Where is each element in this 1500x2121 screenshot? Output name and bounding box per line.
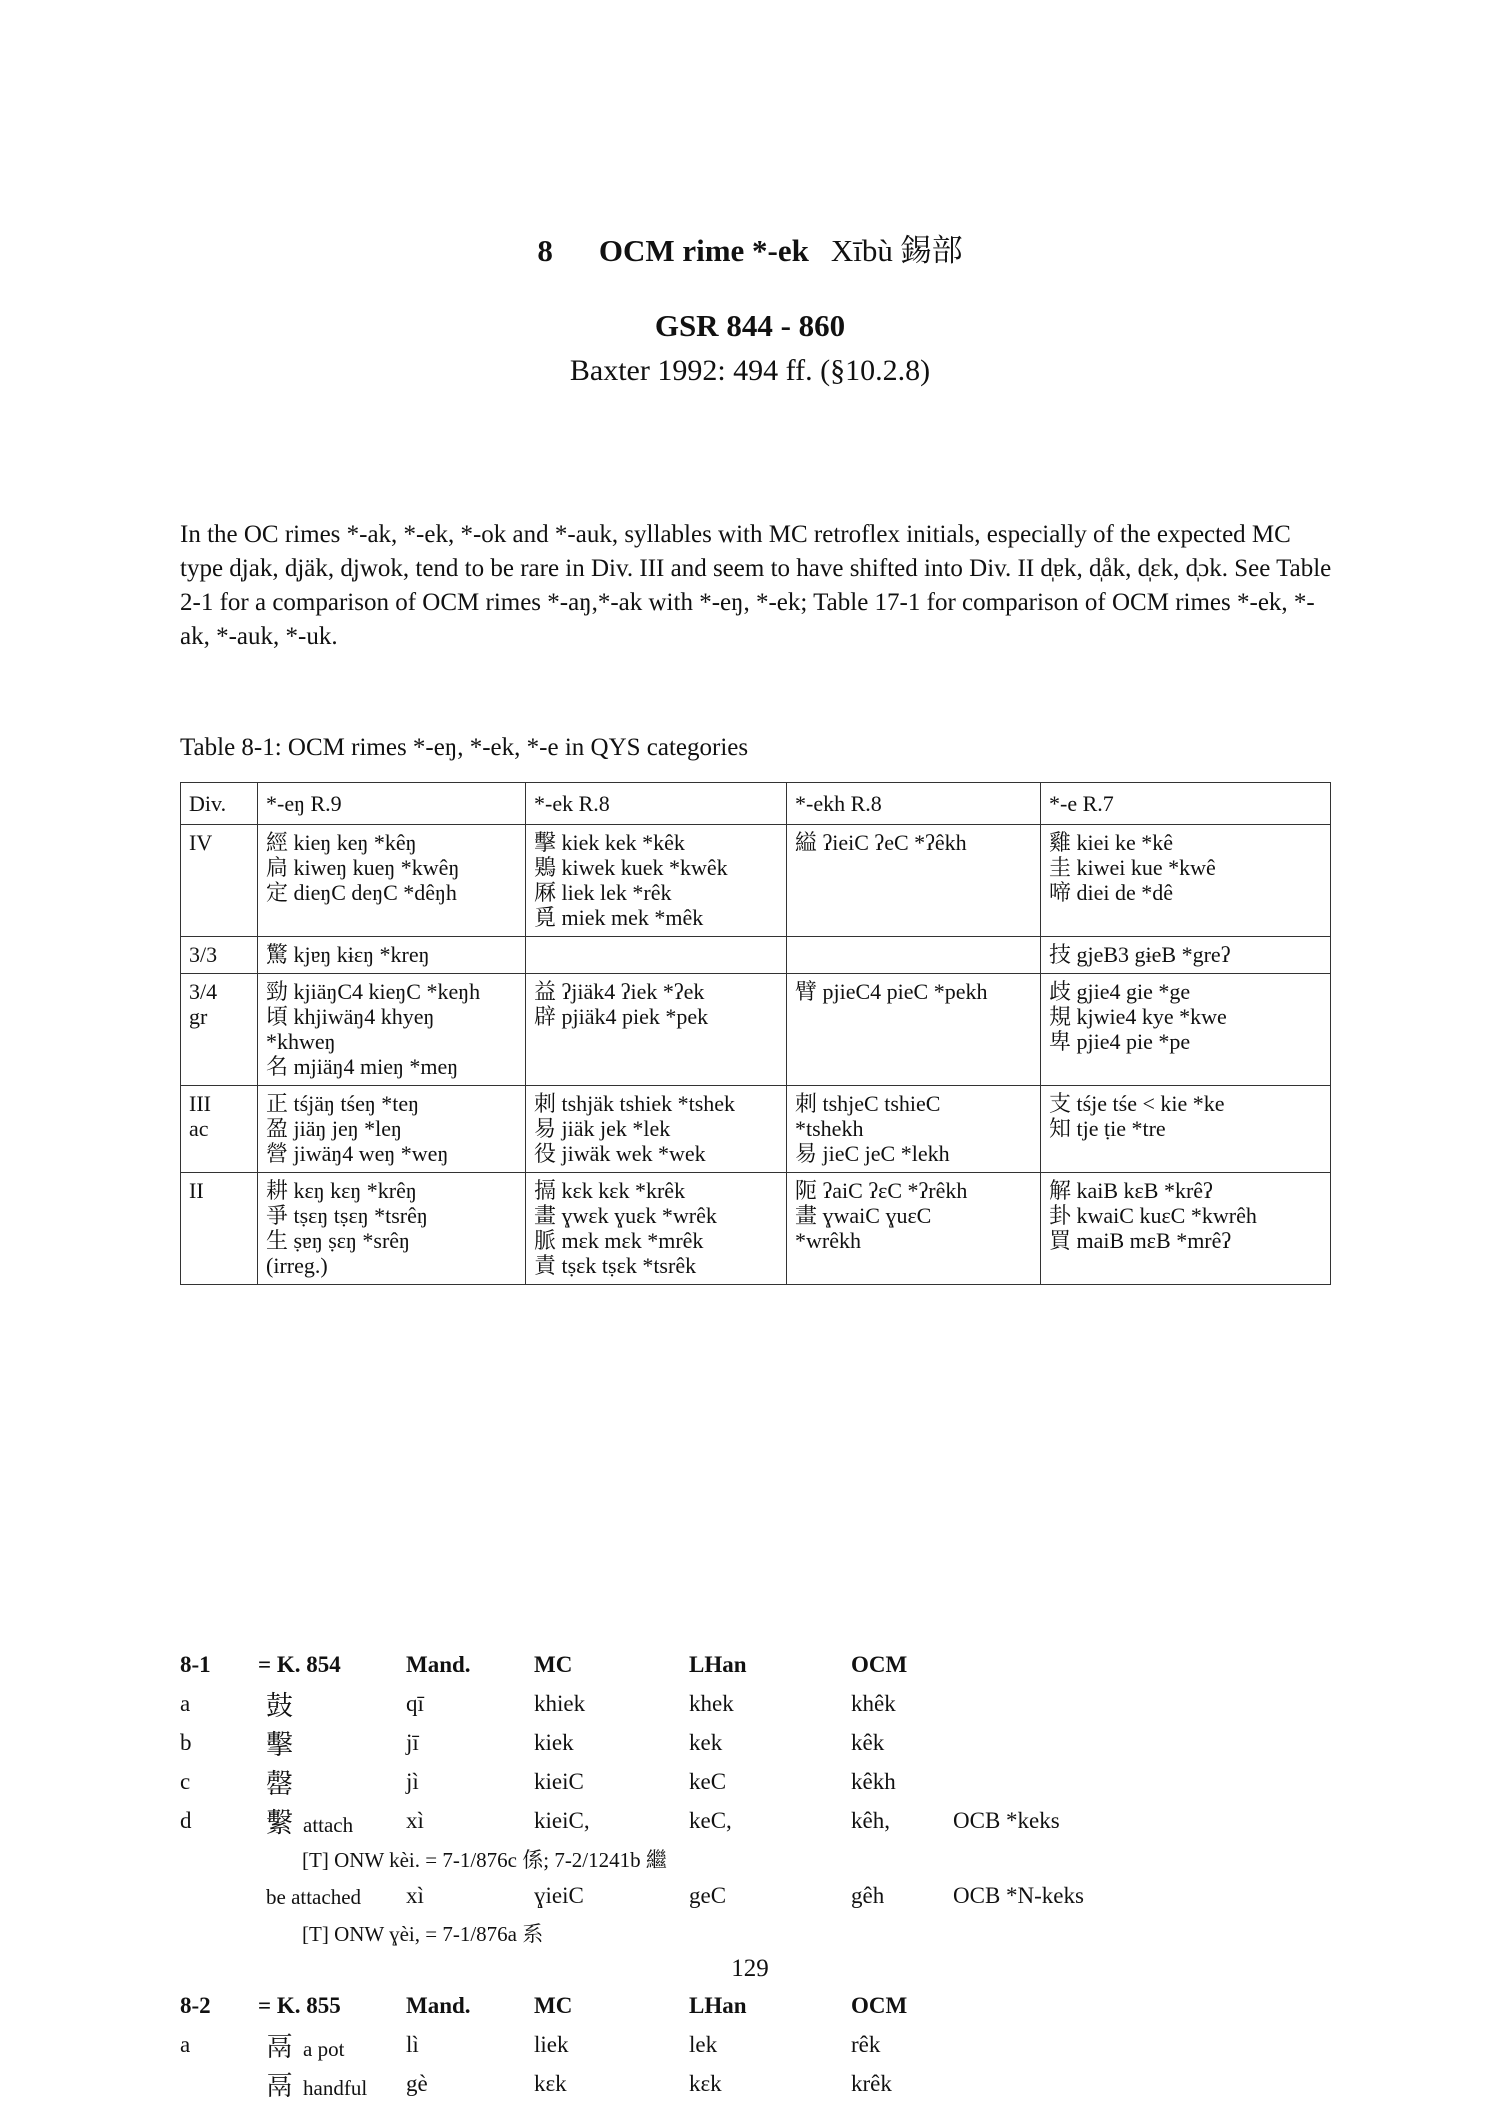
entry-note-row	[180, 1914, 1113, 1951]
entry-lhan: kek	[689, 1729, 723, 1755]
entry-ref: = K. 855	[258, 1993, 341, 2018]
entry-mandarin: qī	[406, 1690, 424, 1716]
rime-table-cell	[787, 937, 1041, 974]
entry-ocm: kêkh	[851, 1768, 896, 1794]
cell-line: 技 gjeB3 gɨeB *greʔ	[1049, 942, 1231, 967]
cell-line: 正 tśjäŋ tśeŋ *teŋ	[266, 1091, 420, 1116]
cell-line: 畫 ɣwaiC ɣuɛC	[795, 1203, 932, 1228]
entry-letter: a	[180, 2031, 191, 2057]
cell-line: 驚 kjɐŋ kɨɛŋ *kreŋ	[266, 942, 430, 967]
cell-line: 役 jiwäk wek *wek	[534, 1141, 706, 1166]
cell-line: 營 jiwäŋ4 weŋ *weŋ	[266, 1141, 449, 1166]
rime-table-header-cell: *-eŋ R.9	[258, 783, 526, 825]
entry-8-2	[180, 1987, 1113, 2103]
rime-table-cell	[1041, 1173, 1331, 1285]
entry-lhan: geC	[689, 1882, 727, 1908]
cell-line: 勁 kjiäŋC4 kieŋC *keŋh	[266, 979, 481, 1004]
baxter-reference: Baxter 1992: 494 ff. (§10.2.8)	[569, 354, 931, 387]
rime-table-cell	[258, 1173, 526, 1285]
rime-table-cell	[787, 1173, 1041, 1285]
cell-line: 經 kieŋ keŋ *kêŋ	[266, 830, 417, 855]
cell-line: 辟 pjiäk4 piek *pek	[534, 1004, 709, 1029]
cell-line: *khweŋ	[266, 1029, 336, 1054]
entry-letter: d	[180, 1807, 192, 1833]
entry-extra-header	[953, 1646, 1113, 1684]
rime-table-cell	[1041, 974, 1331, 1086]
entry-character	[258, 2064, 406, 2103]
entry-mandarin: xì	[406, 1807, 424, 1833]
cell-line: 覓 miek mek *mêk	[534, 905, 704, 930]
page-number: 129	[731, 1955, 769, 1982]
cell-line: 規 kjwie4 kye *kwe	[1049, 1004, 1227, 1029]
cell-line: 擊 kiek kek *kêk	[534, 830, 685, 855]
entry-char: 鬲	[266, 2071, 293, 2101]
entry-ocm: khêk	[851, 1690, 896, 1716]
entry-character	[258, 1801, 406, 1840]
entry-column-header: LHan	[689, 1652, 747, 1677]
section-chinese-name: Xībù 錫部	[830, 233, 963, 268]
rime-table-cell	[526, 1086, 787, 1173]
entry-lhan: lek	[689, 2031, 718, 2057]
entry-ocm: kêh,	[851, 1807, 890, 1833]
rime-table-header-cell: *-ek R.8	[526, 783, 787, 825]
cell-line: 圭 kiwei kue *kwê	[1049, 855, 1216, 880]
entry-letter: a	[180, 1690, 191, 1716]
cell-line: *tshekh	[795, 1116, 864, 1141]
entry-ref: = K. 854	[258, 1652, 341, 1677]
cell-line: 脈 mɛk mɛk *mrêk	[534, 1228, 704, 1253]
entry-character	[258, 2025, 406, 2064]
rime-table	[180, 782, 1331, 1285]
entry-character	[258, 1762, 406, 1801]
entry-gloss: be attached	[266, 1885, 362, 1909]
section-title: OCM rime *-ek	[598, 233, 809, 268]
entry-mc: kieiC	[534, 1768, 584, 1794]
cell-line: 生 ṣɐŋ ṣɛŋ *srêŋ	[266, 1228, 410, 1253]
entry-column-header: Mand.	[406, 1652, 471, 1677]
cell-line: 解 kaiB kɛB *krêʔ	[1049, 1178, 1213, 1203]
cell-line: 責 tṣɛk tṣɛk *tsrêk	[534, 1253, 697, 1278]
cell-line: *wrêkh	[795, 1228, 861, 1253]
cell-line: 名 mjiäŋ4 mieŋ *meŋ	[266, 1054, 459, 1079]
cell-line: (irreg.)	[266, 1253, 328, 1278]
entry-extra	[953, 1762, 1113, 1801]
rime-table-header-cell: Div.	[181, 783, 258, 825]
rime-table-cell	[526, 1173, 787, 1285]
rime-table-cell	[526, 825, 787, 937]
cell-line: 刺 tshjäk tshiek *tshek	[534, 1091, 736, 1116]
table-caption: Table 8-1: OCM rimes *-eŋ, *-ek, *-e in QYS categories	[180, 734, 749, 761]
entry-extra	[953, 2064, 1113, 2103]
entry-ocm: kêk	[851, 1729, 885, 1755]
rime-table-cell	[1041, 937, 1331, 974]
entry-ocm: krêk	[851, 2070, 892, 2096]
cell-line: 盈 jiäŋ jeŋ *leŋ	[266, 1116, 402, 1141]
cell-line: 耕 kɛŋ kɛŋ *krêŋ	[266, 1178, 417, 1203]
entry-lhan: keC	[689, 1768, 727, 1794]
division-cell: II	[181, 1173, 258, 1285]
entry-extra	[953, 2025, 1113, 2064]
entry-column-header: LHan	[689, 1993, 747, 2018]
entry-row	[180, 2025, 1113, 2064]
entry-column-header: OCM	[851, 1652, 908, 1677]
entry-note: [T] ONW ɣèi, = 7-1/876a 系	[302, 1921, 544, 1946]
entry-row	[180, 1723, 1113, 1762]
rime-table-row	[181, 1173, 1331, 1285]
cell-line: 卑 pjie4 pie *pe	[1049, 1029, 1191, 1054]
entry-lhan: kɛk	[689, 2070, 722, 2096]
entry-mc: ɣieiC	[534, 1882, 584, 1908]
cell-line: 厤 liek lek *rêk	[534, 880, 672, 905]
division-cell: IV	[181, 825, 258, 937]
entry-mandarin: lì	[406, 2031, 419, 2057]
entry-column-header: MC	[534, 1993, 573, 2018]
cell-line: 定 dieŋC deŋC *dêŋh	[266, 880, 457, 905]
entry-row	[180, 1762, 1113, 1801]
entry-lhan: keC,	[689, 1807, 732, 1833]
entry-note: [T] ONW kèi. = 7-1/876c 係; 7-2/1241b 繼	[302, 1847, 667, 1872]
cell-line: 易 jieC jeC *lekh	[795, 1141, 950, 1166]
rime-table-cell	[258, 825, 526, 937]
entry-character	[258, 1723, 406, 1762]
rime-table-cell	[1041, 1086, 1331, 1173]
entry-letter	[180, 1877, 258, 1914]
rime-table-header-cell: *-ekh R.8	[787, 783, 1041, 825]
cell-line: 縊 ʔieiC ʔeC *ʔêkh	[795, 830, 967, 855]
entry-id: 8-2	[180, 1993, 211, 2018]
entry-row	[180, 1877, 1113, 1914]
entry-8-1	[180, 1646, 1113, 1951]
entry-row	[180, 1684, 1113, 1723]
entry-ocm: rêk	[851, 2031, 881, 2057]
gsr-range: GSR 844 - 860	[654, 308, 846, 343]
entry-column-header: MC	[534, 1652, 573, 1677]
entry-character	[258, 1877, 406, 1914]
entry-mandarin: jī	[406, 1729, 419, 1755]
rime-table-row	[181, 974, 1331, 1086]
intro-text: In the OC rimes *-ak, *-ek, *-ok and *-auk, syllables with MC retroflex initials, especially of the expected MC type d̩jak, d̩jäk, d̩jwok, tend to be rare in Div. III and seem to have shifted into Div. II d̩ɐk, d̩åk, d̩ɛk, d̩ɔk. See Table 2-1 for a comparison of OCM rimes *-aŋ,*-ak with *-eŋ, *-ek; Table 17-1 for comparison of OCM rimes *-ek, *-ak, *-auk, *-uk.	[180, 521, 1332, 650]
division-cell: 3/3	[181, 937, 258, 974]
cell-line: 臂 pjieC4 pieC *pekh	[795, 979, 988, 1004]
rime-table-cell	[787, 974, 1041, 1086]
cell-line: 支 tśje tśe < kie *ke	[1049, 1091, 1225, 1116]
entry-mandarin: jì	[406, 1768, 419, 1794]
cell-line: 知 tje ṭie *tre	[1049, 1116, 1166, 1141]
entry-extra: OCB *keks	[953, 1807, 1060, 1833]
rime-table-cell	[258, 937, 526, 974]
entry-mandarin: xì	[406, 1882, 424, 1908]
entry-row	[180, 2064, 1113, 2103]
rime-table-cell	[787, 825, 1041, 937]
entry-char: 擊	[266, 1730, 293, 1760]
entry-mandarin: gè	[406, 2070, 428, 2096]
entry-header-row	[180, 1646, 1113, 1684]
entry-mc: liek	[534, 2031, 569, 2057]
entry-mc: kɛk	[534, 2070, 567, 2096]
entry-mc: kieiC,	[534, 1807, 590, 1833]
entry-char: 罄	[266, 1769, 293, 1799]
cell-line: 畫 ɣwɛk ɣuɛk *wrêk	[534, 1203, 717, 1228]
entry-note-row	[180, 1840, 1113, 1877]
cell-line: 阨 ʔaiC ʔɛC *ʔrêkh	[795, 1178, 968, 1203]
entry-extra	[953, 1684, 1113, 1723]
entry-mc: khiek	[534, 1690, 586, 1716]
entry-extra: OCB *N-keks	[953, 1882, 1084, 1908]
entry-column-header: OCM	[851, 1993, 908, 2018]
cell-line: 易 jiäk jek *lek	[534, 1116, 671, 1141]
entry-char: 鼓	[266, 1691, 293, 1721]
rime-table-header	[181, 783, 1331, 825]
cell-line: 益 ʔjiäk4 ʔiek *ʔek	[534, 979, 705, 1004]
entry-row	[180, 1801, 1113, 1840]
rime-table-header-cell: *-e R.7	[1041, 783, 1331, 825]
cell-line: 頃 khjiwäŋ4 khyeŋ	[266, 1004, 435, 1029]
entry-lhan: khek	[689, 1690, 734, 1716]
entry-gloss: handful	[303, 2076, 368, 2100]
entry-character	[258, 1684, 406, 1723]
entry-char: 鬲	[266, 2032, 293, 2062]
entry-header-row	[180, 1987, 1113, 2025]
rime-table-row	[181, 937, 1331, 974]
cell-line: 歧 gjie4 gie *ge	[1049, 979, 1191, 1004]
cell-line: 雞 kiei ke *kê	[1049, 830, 1174, 855]
entry-gloss: attach	[303, 1813, 354, 1837]
cell-line: 刺 tshjeC tshieC	[795, 1091, 941, 1116]
division-cell: 3/4 gr	[181, 974, 258, 1086]
cell-line: 卦 kwaiC kuɛC *kwrêh	[1049, 1203, 1257, 1228]
entry-id: 8-1	[180, 1652, 211, 1677]
division-cell: III ac	[181, 1086, 258, 1173]
cell-line: 搹 kɛk kɛk *krêk	[534, 1178, 686, 1203]
entry-letter: b	[180, 1729, 192, 1755]
entry-ocm: gêh	[851, 1882, 885, 1908]
cell-line: 爭 tṣɛŋ tṣɛŋ *tsrêŋ	[266, 1203, 428, 1228]
rime-table-row	[181, 1086, 1331, 1173]
rime-table-cell	[1041, 825, 1331, 937]
cell-line: 買 maiB mɛB *mrêʔ	[1049, 1228, 1232, 1253]
entry-gloss: a pot	[303, 2037, 345, 2061]
intro-paragraph	[180, 518, 1340, 654]
entry-char: 繫	[266, 1808, 293, 1838]
rime-table-cell	[787, 1086, 1041, 1173]
entry-mc: kiek	[534, 1729, 574, 1755]
rime-table-cell	[258, 1086, 526, 1173]
cell-line: 啼 diei de *dê	[1049, 880, 1174, 905]
entry-extra	[953, 1723, 1113, 1762]
rime-table-cell	[526, 937, 787, 974]
entry-extra-header	[953, 1987, 1113, 2025]
rime-table-cell	[526, 974, 787, 1086]
rime-table-cell	[258, 974, 526, 1086]
cell-line: 鶪 kiwek kuek *kwêk	[534, 855, 728, 880]
cell-line: 扃 kiweŋ kueŋ *kwêŋ	[266, 855, 460, 880]
entry-letter: c	[180, 1768, 191, 1794]
section-heading	[0, 225, 1500, 270]
section-number: 8	[537, 233, 553, 268]
entry-letter	[180, 2064, 258, 2103]
entry-column-header: Mand.	[406, 1993, 471, 2018]
rime-table-row	[181, 825, 1331, 937]
